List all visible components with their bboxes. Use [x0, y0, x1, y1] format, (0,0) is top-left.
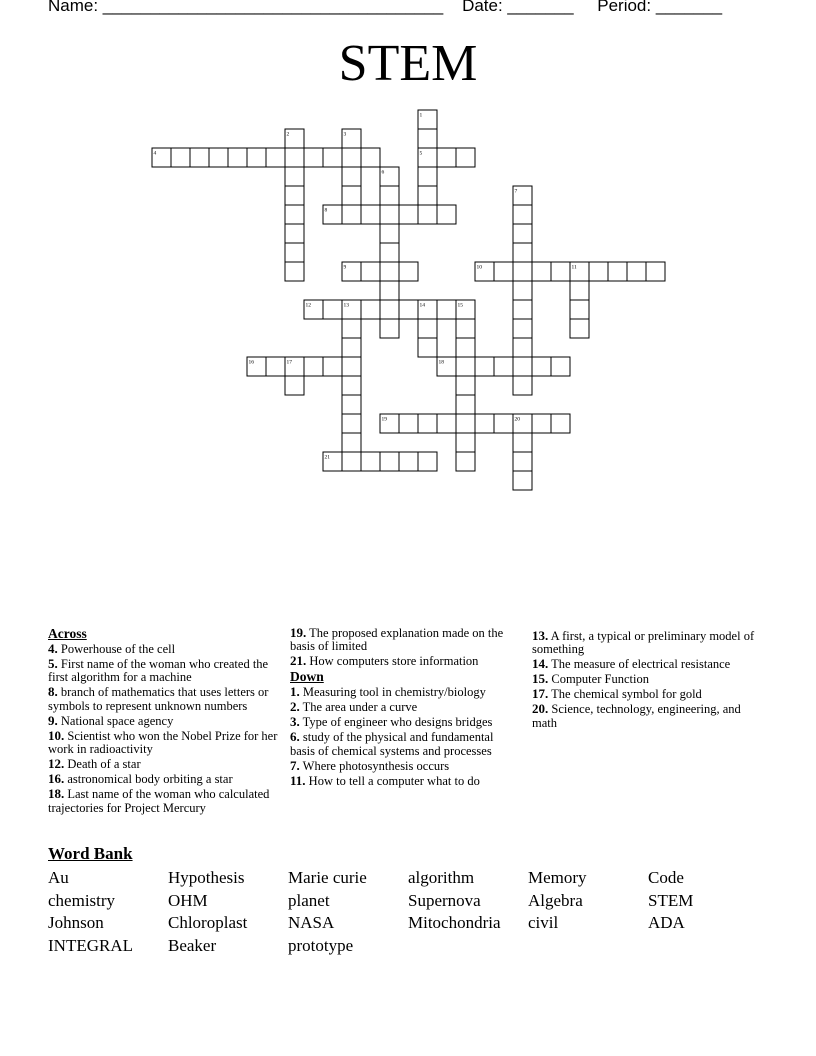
- crossword-cell[interactable]: [456, 319, 475, 338]
- clue-20: [532, 702, 762, 730]
- crossword-cell[interactable]: [551, 357, 570, 376]
- crossword-cell[interactable]: [513, 262, 532, 281]
- cell-number-13: 13: [343, 302, 349, 309]
- clue-text: How to tell a computer what to do: [305, 773, 480, 788]
- crossword-cell[interactable]: [456, 414, 475, 433]
- clue-12: [48, 757, 284, 771]
- crossword-cell[interactable]: [380, 319, 399, 338]
- crossword-cell[interactable]: [342, 167, 361, 186]
- clue-number: 21.: [290, 653, 307, 669]
- clue-15: [532, 672, 762, 686]
- crossword-cell[interactable]: [456, 357, 475, 376]
- crossword-cell[interactable]: [361, 148, 380, 167]
- crossword-cell[interactable]: [361, 452, 380, 471]
- crossword-cell[interactable]: [285, 262, 304, 281]
- cell-number-2: 2: [286, 131, 290, 138]
- clue-text: Measuring tool in chemistry/biology: [299, 685, 486, 700]
- clue-number: 17.: [532, 686, 549, 702]
- crossword-cell[interactable]: [437, 205, 456, 224]
- page-title: STEM: [338, 35, 478, 92]
- word-bank-item: Marie curie: [288, 868, 367, 887]
- clue-text: The chemical symbol for gold: [548, 687, 702, 702]
- crossword-cell[interactable]: [342, 357, 361, 376]
- clue-1: [290, 685, 520, 699]
- clue-number: 7.: [290, 757, 300, 773]
- word-bank-item: Beaker: [168, 935, 217, 955]
- clue-number: 10.: [48, 727, 65, 743]
- crossword-cell[interactable]: [589, 262, 608, 281]
- crossword-cell[interactable]: [532, 262, 551, 281]
- crossword-cell[interactable]: [513, 471, 532, 490]
- crossword-cell[interactable]: [418, 205, 437, 224]
- crossword-grid: [0, 0, 816, 520]
- crossword-cell[interactable]: [570, 319, 589, 338]
- crossword-cell[interactable]: [399, 205, 418, 224]
- clue-number: 18.: [48, 786, 65, 802]
- crossword-cell[interactable]: [285, 243, 304, 262]
- crossword-cell[interactable]: [437, 148, 456, 167]
- clue-number: 15.: [532, 671, 549, 687]
- crossword-cell[interactable]: [380, 243, 399, 262]
- word-bank-item: Chloroplast: [168, 913, 248, 932]
- clue-text: The area under a curve: [299, 700, 418, 715]
- crossword-cell[interactable]: [418, 319, 437, 338]
- word-bank-item: STEM: [648, 890, 694, 910]
- crossword-cell[interactable]: [342, 205, 361, 224]
- crossword-cell[interactable]: [627, 262, 646, 281]
- word-bank-item: chemistry: [48, 890, 116, 910]
- clue-number: 4.: [48, 641, 58, 656]
- crossword-cell[interactable]: [437, 414, 456, 433]
- name-field[interactable]: Name: ____________________________________: [48, 0, 444, 15]
- crossword-cell[interactable]: [342, 395, 361, 414]
- clue-number: 14.: [532, 656, 549, 672]
- crossword-cell[interactable]: [342, 414, 361, 433]
- crossword-cell[interactable]: [570, 281, 589, 300]
- crossword-cell[interactable]: [418, 452, 437, 471]
- crossword-cell[interactable]: [342, 376, 361, 395]
- crossword-cell[interactable]: [361, 205, 380, 224]
- crossword-cell[interactable]: [494, 357, 513, 376]
- clue-18: [48, 787, 284, 815]
- clue-text: Where photosynthesis occurs: [299, 758, 450, 773]
- clues-column-1: [48, 626, 284, 816]
- word-bank: [48, 868, 768, 956]
- crossword-cell[interactable]: [247, 148, 266, 167]
- clues-column-3: [532, 629, 762, 731]
- clue-text: astronomical body orbiting a star: [64, 772, 233, 787]
- crossword-cell[interactable]: [285, 148, 304, 167]
- crossword-cell[interactable]: [418, 129, 437, 148]
- clue-number: 12.: [48, 756, 65, 772]
- down-heading: Down: [290, 669, 324, 685]
- crossword-cell[interactable]: [209, 148, 228, 167]
- crossword-cell[interactable]: [513, 243, 532, 262]
- crossword-cell[interactable]: [513, 433, 532, 452]
- cell-number-17: 17: [286, 359, 292, 366]
- crossword-cell[interactable]: [342, 338, 361, 357]
- word-bank-item: Supernova: [408, 890, 481, 910]
- crossword-cell[interactable]: [285, 205, 304, 224]
- crossword-cell[interactable]: [513, 281, 532, 300]
- crossword-cell[interactable]: [399, 300, 418, 319]
- crossword-cell[interactable]: [342, 319, 361, 338]
- clue-4: [48, 642, 284, 656]
- word-bank-item: Memory: [528, 868, 587, 887]
- word-bank-item: Algebra: [528, 890, 583, 910]
- clue-8: [48, 685, 284, 713]
- clues-column-2: [290, 626, 520, 789]
- cell-number-21: 21: [324, 454, 330, 461]
- word-bank-item: Code: [648, 868, 684, 887]
- crossword-cell[interactable]: [380, 300, 399, 319]
- crossword-cell[interactable]: [513, 376, 532, 395]
- clue-text: A first, a typical or preliminary model of something: [532, 629, 755, 657]
- crossword-cell[interactable]: [418, 167, 437, 186]
- clue-10: [48, 729, 284, 757]
- crossword-cell[interactable]: [399, 452, 418, 471]
- crossword-cell[interactable]: [513, 338, 532, 357]
- cell-number-20: 20: [514, 416, 520, 423]
- crossword-cell[interactable]: [380, 452, 399, 471]
- clue-text: Scientist who won the Nobel Prize for her work in radioactivity: [48, 728, 278, 757]
- across-clue-list-continued: [290, 626, 520, 669]
- clue-3: [290, 715, 520, 729]
- clue-5: [48, 657, 284, 685]
- cell-number-7: 7: [514, 188, 518, 195]
- clue-text: Powerhouse of the cell: [57, 642, 176, 656]
- crossword-cell[interactable]: [399, 414, 418, 433]
- cell-number-5: 5: [419, 150, 423, 157]
- crossword-cell[interactable]: [513, 224, 532, 243]
- crossword-cell[interactable]: [285, 224, 304, 243]
- cell-number-19: 19: [381, 416, 387, 423]
- crossword-cell[interactable]: [361, 262, 380, 281]
- crossword-cell[interactable]: [608, 262, 627, 281]
- crossword-cell[interactable]: [323, 300, 342, 319]
- cell-number-14: 14: [419, 302, 425, 309]
- clue-11: [290, 774, 520, 788]
- crossword-cell[interactable]: [646, 262, 665, 281]
- crossword-cell[interactable]: [342, 148, 361, 167]
- clue-17: [532, 687, 762, 701]
- crossword-cell[interactable]: [190, 148, 209, 167]
- clue-number: 3.: [290, 714, 300, 730]
- cell-number-18: 18: [438, 359, 444, 366]
- crossword-cell[interactable]: [285, 186, 304, 205]
- crossword-cell[interactable]: [285, 376, 304, 395]
- crossword-cell[interactable]: [342, 433, 361, 452]
- clue-text: The measure of electrical resistance: [548, 657, 731, 672]
- clue-number: 5.: [48, 656, 58, 671]
- clue-9: [48, 714, 284, 728]
- crossword-cell[interactable]: [513, 357, 532, 376]
- crossword-cell[interactable]: [418, 338, 437, 357]
- crossword-cell[interactable]: [570, 300, 589, 319]
- cell-number-8: 8: [324, 207, 328, 214]
- crossword-cell[interactable]: [304, 148, 323, 167]
- clue-number: 2.: [290, 699, 300, 715]
- crossword-cell[interactable]: [551, 262, 570, 281]
- word-bank-item: civil: [528, 913, 559, 932]
- crossword-cell[interactable]: [171, 148, 190, 167]
- crossword-cell[interactable]: [380, 186, 399, 205]
- word-bank-item: planet: [288, 890, 330, 910]
- clue-text: Computer Function: [548, 672, 649, 687]
- clue-6: [290, 730, 520, 758]
- clue-text: study of the physical and fundamental basis of chemical systems and processes: [290, 730, 494, 758]
- crossword-cell[interactable]: [380, 205, 399, 224]
- cell-number-3: 3: [343, 131, 347, 138]
- clue-number: 20.: [532, 701, 549, 717]
- cell-number-4: 4: [153, 150, 157, 157]
- crossword-cell[interactable]: [513, 319, 532, 338]
- crossword-cell[interactable]: [437, 300, 456, 319]
- crossword-cell[interactable]: [380, 262, 399, 281]
- crossword-cell[interactable]: [380, 281, 399, 300]
- crossword-cell[interactable]: [456, 148, 475, 167]
- clue-number: 13.: [532, 628, 549, 643]
- clue-text: First name of the woman who created the first algorithm for a machine: [48, 657, 269, 685]
- crossword-cell[interactable]: [513, 205, 532, 224]
- clue-2: [290, 700, 520, 714]
- crossword-cell[interactable]: [418, 186, 437, 205]
- period-field[interactable]: Period: _______: [597, 0, 723, 15]
- clue-text: Death of a star: [64, 757, 141, 772]
- word-bank-item: INTEGRAL: [48, 935, 133, 955]
- word-bank-item: Au: [48, 868, 69, 887]
- cell-number-11: 11: [571, 264, 577, 271]
- clue-text: National space agency: [57, 713, 174, 728]
- crossword-cell[interactable]: [399, 262, 418, 281]
- clue-16: [48, 772, 284, 786]
- crossword-cell[interactable]: [551, 414, 570, 433]
- crossword-cell[interactable]: [456, 376, 475, 395]
- word-bank-item: algorithm: [408, 868, 475, 887]
- date-field[interactable]: Date: _______: [462, 0, 574, 15]
- crossword-cell[interactable]: [456, 338, 475, 357]
- word-bank-item: NASA: [288, 913, 335, 932]
- crossword-cell[interactable]: [494, 262, 513, 281]
- word-bank-item: Mitochondria: [408, 913, 501, 932]
- crossword-cell[interactable]: [418, 414, 437, 433]
- crossword-cell[interactable]: [475, 357, 494, 376]
- clue-text: Science, technology, engineering, and math: [532, 702, 741, 730]
- clue-21: [290, 654, 520, 668]
- down-clue-list-continued: [532, 629, 762, 730]
- crossword-cell[interactable]: [266, 148, 285, 167]
- cell-number-15: 15: [457, 302, 463, 309]
- clue-number: 6.: [290, 729, 300, 745]
- cell-number-10: 10: [476, 264, 482, 271]
- cell-number-6: 6: [381, 169, 385, 176]
- cell-number-12: 12: [305, 302, 311, 309]
- word-bank-title: Word Bank: [48, 844, 133, 863]
- across-clue-list: [48, 642, 284, 815]
- crossword-cell[interactable]: [513, 300, 532, 319]
- word-bank-item: Hypothesis: [168, 868, 245, 887]
- crossword-cell[interactable]: [532, 357, 551, 376]
- crossword-cell[interactable]: [266, 357, 285, 376]
- clue-19: [290, 626, 520, 654]
- clue-number: 9.: [48, 712, 58, 728]
- crossword-cell[interactable]: [342, 452, 361, 471]
- crossword-cell[interactable]: [285, 167, 304, 186]
- crossword-cell[interactable]: [475, 414, 494, 433]
- word-bank-item: OHM: [168, 890, 208, 910]
- crossword-cell[interactable]: [456, 433, 475, 452]
- crossword-cell[interactable]: [513, 452, 532, 471]
- word-bank-item: prototype: [288, 935, 354, 955]
- clue-text: Last name of the woman who calculated trajectories for Project Mercury: [48, 787, 270, 815]
- crossword-cell[interactable]: [456, 395, 475, 414]
- word-bank-item: Johnson: [48, 913, 104, 932]
- clue-text: branch of mathematics that uses letters or symbols to represent unknown numbers: [48, 685, 269, 713]
- clue-number: 1.: [290, 684, 300, 700]
- clue-14: [532, 657, 762, 671]
- crossword-cell[interactable]: [228, 148, 247, 167]
- clue-number: 8.: [48, 684, 58, 700]
- clue-number: 19.: [290, 625, 307, 640]
- clue-text: Type of engineer who designs bridges: [299, 715, 493, 730]
- clue-number: 16.: [48, 771, 65, 787]
- clue-number: 11.: [290, 772, 306, 788]
- crossword-cell[interactable]: [304, 357, 323, 376]
- clue-text: How computers store information: [306, 654, 479, 669]
- cell-number-16: 16: [248, 359, 254, 366]
- crossword-cell[interactable]: [380, 224, 399, 243]
- crossword-cell[interactable]: [532, 414, 551, 433]
- crossword-cell[interactable]: [456, 452, 475, 471]
- crossword-cell[interactable]: [323, 357, 342, 376]
- clue-13: [532, 629, 762, 657]
- crossword-cell[interactable]: [323, 148, 342, 167]
- cell-number-1: 1: [419, 112, 423, 119]
- word-bank-item: ADA: [648, 913, 685, 932]
- crossword-cell[interactable]: [494, 414, 513, 433]
- across-heading: Across: [48, 626, 87, 641]
- down-clue-list: [290, 685, 520, 788]
- crossword-cell[interactable]: [361, 300, 380, 319]
- clue-text: The proposed explanation made on the basis of limited: [290, 626, 504, 654]
- cell-number-9: 9: [343, 264, 347, 271]
- clue-7: [290, 759, 520, 773]
- crossword-cell[interactable]: [342, 186, 361, 205]
